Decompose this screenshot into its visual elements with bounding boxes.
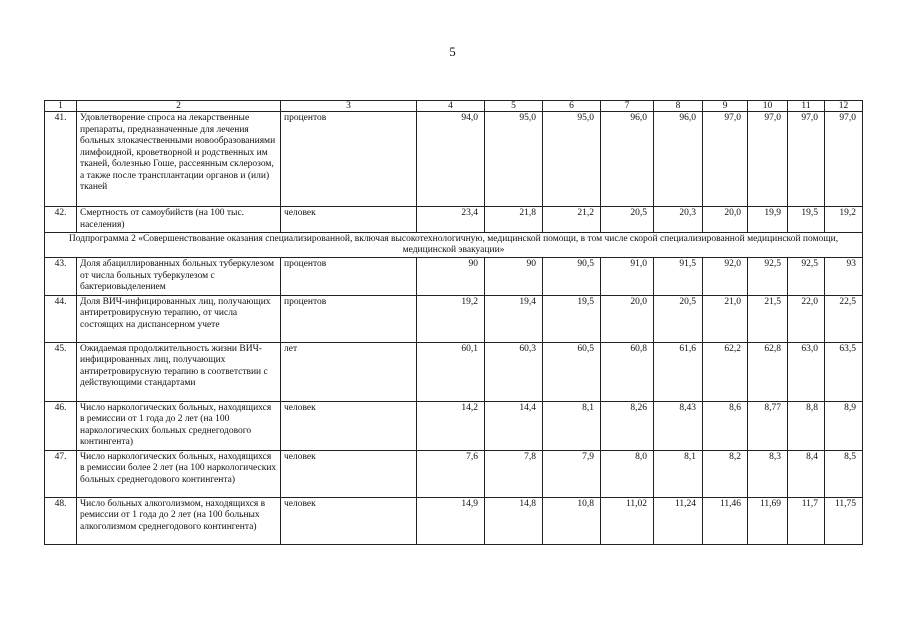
indicator-value: 90 (485, 258, 543, 296)
table-row (45, 295, 863, 342)
indicator-value: 14,8 (485, 497, 543, 544)
indicator-value: 19,9 (748, 207, 788, 233)
row-number: 47. (45, 450, 77, 497)
indicator-value: 95,0 (485, 112, 543, 207)
row-number: 41. (45, 112, 77, 207)
column-header: 6 (543, 101, 601, 112)
indicator-value: 19,2 (825, 207, 863, 233)
indicator-value: 8,26 (601, 401, 654, 450)
indicator-value: 60,1 (417, 342, 485, 401)
indicator-value: 11,75 (825, 497, 863, 544)
unit-of-measure: человек (281, 401, 417, 450)
indicator-value: 20,5 (654, 295, 703, 342)
indicator-value: 8,43 (654, 401, 703, 450)
indicator-value: 8,6 (703, 401, 748, 450)
row-number: 43. (45, 258, 77, 296)
indicator-value: 23,4 (417, 207, 485, 233)
subprogram-heading: Подпрограмма 2 «Совершенствование оказания специализированной, включая высокотехнологичную, медицинской помощи, в том числе скорой специализированной медицинской помощи, медицинской эвакуации» (45, 233, 863, 258)
indicator-value: 22,5 (825, 295, 863, 342)
indicator-name: Число наркологических больных, находящихся в ремиссии более 2 лет (на 100 наркологических больных среднегодового контингента) (77, 450, 281, 497)
indicator-value: 96,0 (654, 112, 703, 207)
indicator-value: 22,0 (788, 295, 825, 342)
indicator-value: 8,0 (601, 450, 654, 497)
indicators-table (44, 100, 863, 545)
indicator-name: Доля ВИЧ-инфицированных лиц, получающих антиретровирусную терапию, от числа состоящих на диспансерном учете (77, 295, 281, 342)
indicator-value: 8,9 (825, 401, 863, 450)
indicator-value: 19,5 (788, 207, 825, 233)
indicator-value: 94,0 (417, 112, 485, 207)
indicator-value: 8,1 (654, 450, 703, 497)
indicator-value: 14,2 (417, 401, 485, 450)
indicator-name: Доля абациллированных больных туберкулезом от числа больных туберкулезом с бактериовыделением (77, 258, 281, 296)
column-header: 4 (417, 101, 485, 112)
column-header: 10 (748, 101, 788, 112)
column-header: 12 (825, 101, 863, 112)
table-row (45, 497, 863, 544)
row-number: 46. (45, 401, 77, 450)
unit-of-measure: процентов (281, 112, 417, 207)
indicator-value: 7,8 (485, 450, 543, 497)
subprogram-row (45, 233, 863, 258)
indicator-value: 63,5 (825, 342, 863, 401)
indicator-value: 20,3 (654, 207, 703, 233)
unit-of-measure: процентов (281, 295, 417, 342)
column-header: 5 (485, 101, 543, 112)
indicator-value: 97,0 (748, 112, 788, 207)
indicator-value: 63,0 (788, 342, 825, 401)
table-row (45, 207, 863, 233)
indicator-value: 91,0 (601, 258, 654, 296)
indicator-value: 61,6 (654, 342, 703, 401)
indicator-name: Число больных алкоголизмом, находящихся в ремиссии от 1 года до 2 лет (на 100 больных алкоголизмом среднегодового контингента) (77, 497, 281, 544)
indicator-value: 96,0 (601, 112, 654, 207)
indicator-value: 10,8 (543, 497, 601, 544)
column-header: 2 (77, 101, 281, 112)
indicator-value: 11,7 (788, 497, 825, 544)
indicator-value: 90,5 (543, 258, 601, 296)
indicator-value: 7,9 (543, 450, 601, 497)
indicator-name: Число наркологических больных, находящихся в ремиссии от 1 года до 2 лет (на 100 наркологических больных среднегодового контингента) (77, 401, 281, 450)
indicator-value: 60,5 (543, 342, 601, 401)
indicator-value: 14,9 (417, 497, 485, 544)
table-row (45, 450, 863, 497)
indicator-value: 8,4 (788, 450, 825, 497)
indicator-value: 21,8 (485, 207, 543, 233)
row-number: 48. (45, 497, 77, 544)
unit-of-measure: лет (281, 342, 417, 401)
table-row (45, 342, 863, 401)
table-row (45, 258, 863, 296)
indicator-value: 97,0 (788, 112, 825, 207)
indicator-value: 19,2 (417, 295, 485, 342)
indicator-value: 8,5 (825, 450, 863, 497)
indicator-value: 8,3 (748, 450, 788, 497)
column-header: 9 (703, 101, 748, 112)
indicator-value: 11,46 (703, 497, 748, 544)
unit-of-measure: человек (281, 497, 417, 544)
indicator-name: Смертность от самоубийств (на 100 тыс. населения) (77, 207, 281, 233)
unit-of-measure: человек (281, 207, 417, 233)
indicator-value: 20,0 (703, 207, 748, 233)
indicator-value: 60,3 (485, 342, 543, 401)
table-row (45, 112, 863, 207)
indicator-value: 62,8 (748, 342, 788, 401)
table-row (45, 401, 863, 450)
column-header: 1 (45, 101, 77, 112)
indicator-value: 97,0 (703, 112, 748, 207)
indicator-value: 21,0 (703, 295, 748, 342)
indicator-value: 11,69 (748, 497, 788, 544)
indicator-value: 8,2 (703, 450, 748, 497)
indicator-value: 7,6 (417, 450, 485, 497)
indicator-value: 8,77 (748, 401, 788, 450)
indicator-value: 20,0 (601, 295, 654, 342)
row-number: 42. (45, 207, 77, 233)
indicator-value: 19,5 (543, 295, 601, 342)
indicator-name: Ожидаемая продолжительность жизни ВИЧ-инфицированных лиц, получающих антиретровирусную терапию в соответствии с действующими стандартами (77, 342, 281, 401)
indicator-value: 8,8 (788, 401, 825, 450)
indicator-value: 91,5 (654, 258, 703, 296)
unit-of-measure: человек (281, 450, 417, 497)
indicator-value: 90 (417, 258, 485, 296)
indicator-value: 19,4 (485, 295, 543, 342)
indicator-value: 21,2 (543, 207, 601, 233)
indicator-value: 11,02 (601, 497, 654, 544)
indicator-value: 92,0 (703, 258, 748, 296)
unit-of-measure: процентов (281, 258, 417, 296)
indicator-value: 62,2 (703, 342, 748, 401)
indicator-name: Удовлетворение спроса на лекарственные препараты, предназначенные для лечения больных злокачественными новообразованиями лимфоидной, кроветворной и родственных им тканей, болезнью Гоше, рассеянным склерозом, а также после трансплантации органов и (или) тканей (77, 112, 281, 207)
column-header: 7 (601, 101, 654, 112)
indicator-value: 20,5 (601, 207, 654, 233)
indicator-value: 97,0 (825, 112, 863, 207)
indicator-value: 60,8 (601, 342, 654, 401)
row-number: 44. (45, 295, 77, 342)
indicator-value: 95,0 (543, 112, 601, 207)
column-header: 3 (281, 101, 417, 112)
column-header: 8 (654, 101, 703, 112)
indicator-value: 14,4 (485, 401, 543, 450)
column-header-row (45, 101, 863, 112)
column-header: 11 (788, 101, 825, 112)
indicator-value: 92,5 (788, 258, 825, 296)
indicator-value: 21,5 (748, 295, 788, 342)
indicator-value: 93 (825, 258, 863, 296)
indicator-value: 8,1 (543, 401, 601, 450)
indicator-value: 92,5 (748, 258, 788, 296)
indicator-value: 11,24 (654, 497, 703, 544)
page-number: 5 (449, 44, 456, 59)
row-number: 45. (45, 342, 77, 401)
